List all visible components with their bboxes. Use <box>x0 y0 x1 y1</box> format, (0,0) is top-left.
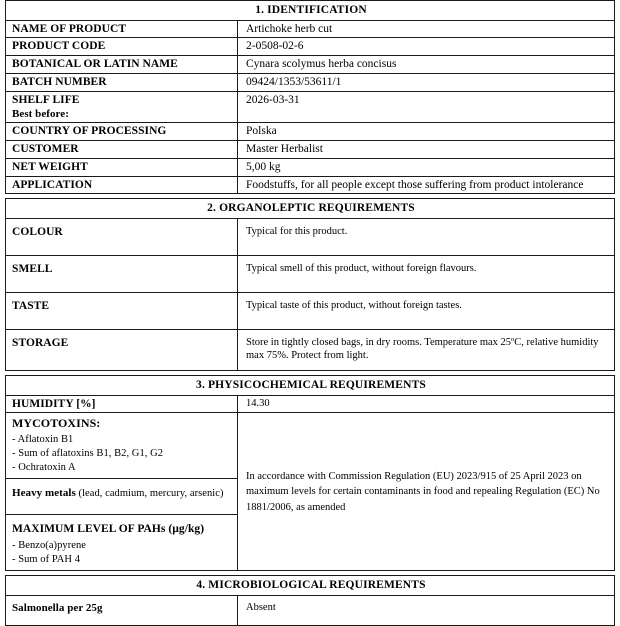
section-header-row <box>6 375 615 395</box>
pahs-item: - Sum of PAH 4 <box>12 553 80 565</box>
row-value-colour: Typical for this product. <box>238 218 615 255</box>
table-row <box>6 292 615 329</box>
table-row <box>6 395 615 413</box>
row-label-taste: TASTE <box>6 292 238 329</box>
row-label-country-of-processing: COUNTRY OF PROCESSING <box>6 123 238 141</box>
section-microbiological-table <box>5 575 615 626</box>
row-label-shelf-life <box>6 91 238 123</box>
table-row <box>6 413 615 479</box>
row-value-application: Foodstuffs, for all people except those suffering from product intolerance <box>238 176 615 194</box>
table-row <box>6 38 615 56</box>
row-value-name-of-product: Artichoke herb cut <box>238 20 615 38</box>
heavy-metals-detail: (lead, cadmium, mercury, arsenic) <box>75 488 224 500</box>
best-before-label: Best before: <box>12 108 69 121</box>
row-value-humidity: 14.30 <box>238 395 615 413</box>
row-value-product-code: 2-0508-02-6 <box>238 38 615 56</box>
table-row <box>6 20 615 38</box>
row-value-country-of-processing: Polska <box>238 123 615 141</box>
pahs-item: - Benzo(a)pyrene <box>12 540 86 552</box>
row-label-smell: SMELL <box>6 255 238 292</box>
row-label-colour: COLOUR <box>6 218 238 255</box>
table-row <box>6 329 615 370</box>
table-row <box>6 73 615 91</box>
mycotoxins-item: - Ochratoxin A <box>12 461 76 473</box>
row-label-pahs <box>6 515 238 571</box>
heavy-metals-label: Heavy metals <box>12 487 76 500</box>
row-value-smell: Typical smell of this product, without foreign flavours. <box>238 255 615 292</box>
row-value-salmonella: Absent <box>238 596 615 626</box>
table-row <box>6 218 615 255</box>
mycotoxins-title: MYCOTOXINS: <box>12 416 101 431</box>
section-organoleptic-table <box>5 198 615 371</box>
section-title-organoleptic: 2. ORGANOLEPTIC REQUIREMENTS <box>6 199 615 219</box>
row-label-net-weight: NET WEIGHT <box>6 158 238 176</box>
row-value-botanical-name: Cynara scolymus herba concisus <box>238 56 615 74</box>
row-value-shelf-life: 2026-03-31 <box>238 91 615 123</box>
section-identification-table <box>5 0 615 194</box>
row-label-storage: STORAGE <box>6 329 238 370</box>
row-value-regulation-reference: In accordance with Commission Regulation (EU) 2023/915 of 25 April 2023 on maximum levels for certain contaminants in food and repealing Regulation (EC) No 1881/2006, as amended <box>238 413 615 571</box>
section-header-row <box>6 576 615 596</box>
table-row <box>6 91 615 123</box>
shelf-life-label: SHELF LIFE <box>12 93 80 106</box>
section-header-row <box>6 199 615 219</box>
row-label-application: APPLICATION <box>6 176 238 194</box>
table-row <box>6 158 615 176</box>
mycotoxins-item: - Sum of aflatoxins B1, B2, G1, G2 <box>12 447 164 459</box>
row-label-botanical-name: BOTANICAL OR LATIN NAME <box>6 56 238 74</box>
row-label-heavy-metals <box>6 479 238 515</box>
row-label-humidity: HUMIDITY [%] <box>6 395 238 413</box>
row-label-customer: CUSTOMER <box>6 141 238 159</box>
section-header-row <box>6 1 615 21</box>
row-label-batch-number: BATCH NUMBER <box>6 73 238 91</box>
table-row <box>6 176 615 194</box>
row-value-batch-number: 09424/1353/53611/1 <box>238 73 615 91</box>
section-title-identification: 1. IDENTIFICATION <box>6 1 615 21</box>
table-row <box>6 255 615 292</box>
row-label-product-code: PRODUCT CODE <box>6 38 238 56</box>
section-physicochemical-table <box>5 375 615 571</box>
row-value-taste: Typical taste of this product, without foreign tastes. <box>238 292 615 329</box>
section-title-physicochemical: 3. PHYSICOCHEMICAL REQUIREMENTS <box>6 375 615 395</box>
row-value-customer: Master Herbalist <box>238 141 615 159</box>
pahs-title: MAXIMUM LEVEL OF PAHs (µg/kg) <box>12 523 205 536</box>
row-label-name-of-product: NAME OF PRODUCT <box>6 20 238 38</box>
table-row <box>6 123 615 141</box>
row-label-salmonella: Salmonella per 25g <box>6 596 238 626</box>
table-row <box>6 56 615 74</box>
mycotoxins-item: - Aflatoxin B1 <box>12 433 74 445</box>
row-value-net-weight: 5,00 kg <box>238 158 615 176</box>
section-title-microbiological: 4. MICROBIOLOGICAL REQUIREMENTS <box>6 576 615 596</box>
row-value-storage: Store in tightly closed bags, in dry rooms. Temperature max 25ºC, relative humidity max 75%. Protect from light. <box>238 329 615 370</box>
row-label-mycotoxins <box>6 413 238 479</box>
table-row <box>6 141 615 159</box>
table-row <box>6 596 615 626</box>
